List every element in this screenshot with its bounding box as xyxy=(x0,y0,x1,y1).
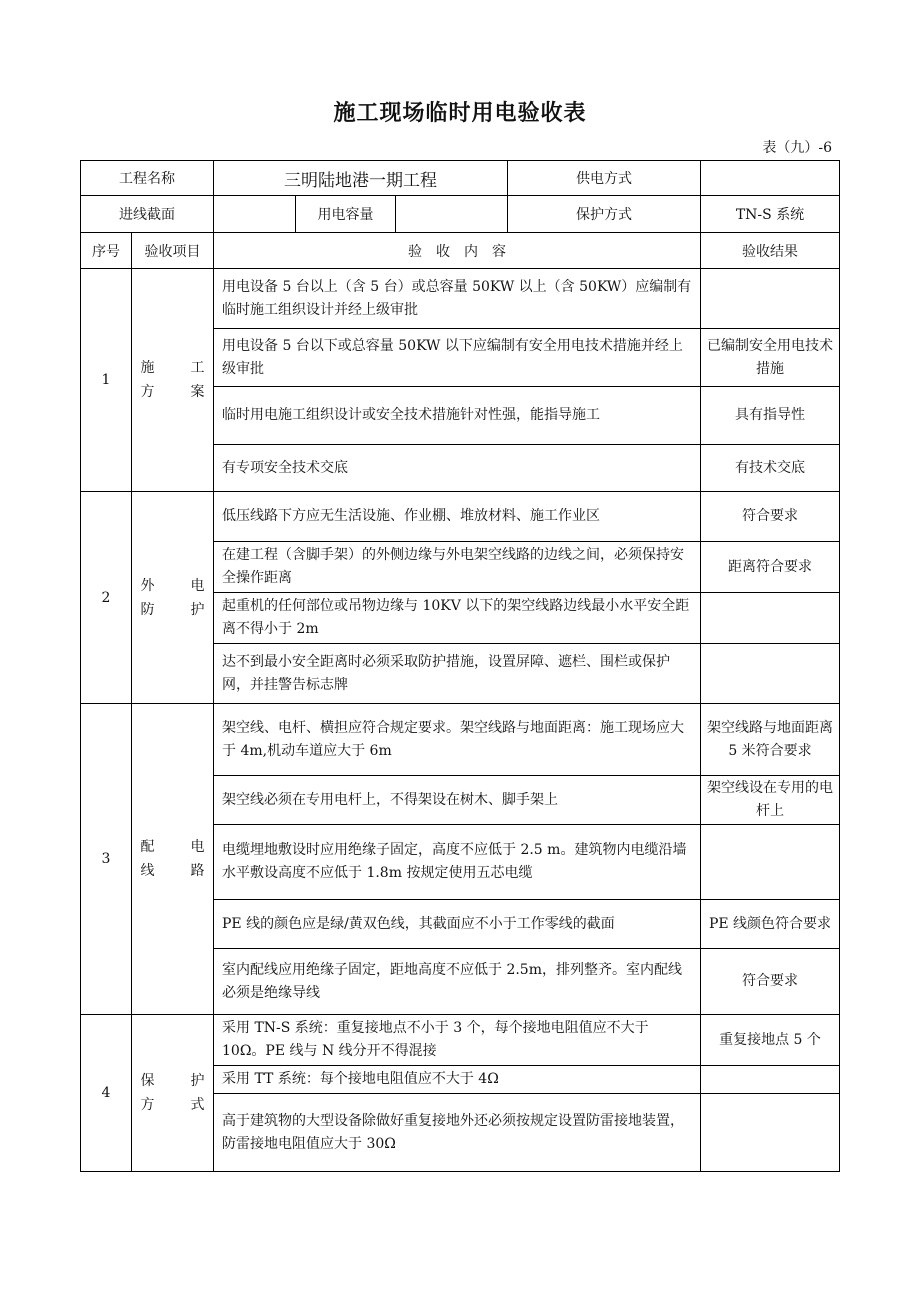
incoming-section-label: 进线截面 xyxy=(81,196,214,233)
form-code: 表（九）-6 xyxy=(762,140,832,156)
inspection-result: 符合要求 xyxy=(701,492,840,542)
inspection-result: 具有指导性 xyxy=(701,387,840,445)
inspection-content: 电缆埋地敷设时应用绝缘子固定，高度不应低于 2.5 m。建筑物内电缆沿墙水平敷设高度不应低于 1.8m 按规定使用五芯电缆 xyxy=(214,825,701,900)
table-row xyxy=(81,1015,840,1066)
section-item-char: 配 xyxy=(140,839,155,855)
table-row xyxy=(81,704,840,776)
inspection-content: PE 线的颜色应是绿/黄双色线，其截面应不小于工作零线的截面 xyxy=(214,900,701,949)
incoming-section-value xyxy=(214,196,296,233)
inspection-content: 有专项安全技术交底 xyxy=(214,445,701,492)
column-header-row xyxy=(81,233,840,269)
table-row xyxy=(81,492,840,542)
section-item-char: 护 xyxy=(190,601,205,618)
header-row-1 xyxy=(81,161,840,196)
section-item-char: 护 xyxy=(190,1073,205,1089)
inspection-content: 低压线路下方应无生活设施、作业棚、堆放材料、施工作业区 xyxy=(214,492,701,542)
section-item-char: 路 xyxy=(190,863,205,879)
table-row xyxy=(81,269,840,329)
inspection-content: 采用 TT 系统：每个接地电阻值应不大于 4Ω xyxy=(214,1066,701,1094)
inspection-result xyxy=(701,1094,840,1172)
section-item-char: 施 xyxy=(140,360,155,376)
inspection-result: 架空线路与地面距离 5 米符合要求 xyxy=(701,704,840,776)
section-number: 1 xyxy=(81,269,132,492)
section-number: 3 xyxy=(81,704,132,1015)
section-item xyxy=(132,269,214,492)
inspection-result xyxy=(701,269,840,329)
project-name-label: 工程名称 xyxy=(81,161,214,196)
inspection-content: 用电设备 5 台以上（含 5 台）或总容量 50KW 以上（含 50KW）应编制有临时施工组织设计并经上级审批 xyxy=(214,269,701,329)
col-no-header: 序号 xyxy=(81,233,132,269)
section-item-char: 防 xyxy=(140,601,155,618)
section-item-char: 电 xyxy=(190,577,205,594)
supply-mode-label: 供电方式 xyxy=(508,161,701,196)
inspection-result: 符合要求 xyxy=(701,949,840,1015)
inspection-content: 在建工程（含脚手架）的外侧边缘与外电架空线路的边线之间，必须保持安全操作距离 xyxy=(214,542,701,593)
section-number: 4 xyxy=(81,1015,132,1172)
section-item-char: 外 xyxy=(140,577,155,594)
capacity-label: 用电容量 xyxy=(296,196,396,233)
inspection-content: 室内配线应用绝缘子固定，距地高度不应低于 2.5m，排列整齐。室内配线必须是绝缘导线 xyxy=(214,949,701,1015)
inspection-result: 重复接地点 5 个 xyxy=(701,1015,840,1066)
inspection-result xyxy=(701,1066,840,1094)
supply-mode-value xyxy=(701,161,840,196)
section-number: 2 xyxy=(81,492,132,704)
section-item-char: 工 xyxy=(190,360,205,376)
inspection-result: 距离符合要求 xyxy=(701,542,840,593)
inspection-result xyxy=(701,644,840,704)
section-item-char: 线 xyxy=(140,863,155,879)
inspection-content: 用电设备 5 台以下或总容量 50KW 以下应编制有安全用电技术措施并经上级审批 xyxy=(214,329,701,387)
col-item-header: 验收项目 xyxy=(132,233,214,269)
section-item xyxy=(132,492,214,704)
project-name-value: 三明陆地港一期工程 xyxy=(214,161,508,196)
inspection-content: 架空线必须在专用电杆上，不得架设在树木、脚手架上 xyxy=(214,776,701,825)
inspection-content: 临时用电施工组织设计或安全技术措施针对性强，能指导施工 xyxy=(214,387,701,445)
capacity-value xyxy=(396,196,508,233)
col-result-header: 验收结果 xyxy=(701,233,840,269)
inspection-result: PE 线颜色符合要求 xyxy=(701,900,840,949)
inspection-content: 起重机的任何部位或吊物边缘与 10KV 以下的架空线路边线最小水平安全距离不得小于 2m xyxy=(214,593,701,644)
col-content-header: 验 收 内 容 xyxy=(214,233,701,269)
inspection-content: 高于建筑物的大型设备除做好重复接地外还必须按规定设置防雷接地装置，防雷接地电阻值应大于 30Ω xyxy=(214,1094,701,1172)
document-title: 施工现场临时用电验收表 xyxy=(333,101,587,126)
inspection-content: 采用 TN-S 系统：重复接地点不小于 3 个，每个接地电阻值应不大于 10Ω。PE 线与 N 线分开不得混接 xyxy=(214,1015,701,1066)
section-item xyxy=(132,1015,214,1172)
inspection-result: 有技术交底 xyxy=(701,445,840,492)
section-item-char: 方 xyxy=(140,384,155,400)
acceptance-table xyxy=(80,160,840,1172)
inspection-content: 架空线、电杆、横担应符合规定要求。架空线路与地面距离：施工现场应大于 4m,机动车道应大于 6m xyxy=(214,704,701,776)
inspection-result xyxy=(701,825,840,900)
section-item-char: 电 xyxy=(190,839,205,855)
section-item-char: 式 xyxy=(190,1097,205,1113)
protection-mode-label: 保护方式 xyxy=(508,196,701,233)
inspection-content: 达不到最小安全距离时必须采取防护措施，设置屏障、遮栏、围栏或保护网，并挂警告标志牌 xyxy=(214,644,701,704)
inspection-result: 架空线设在专用的电杆上 xyxy=(701,776,840,825)
section-item xyxy=(132,704,214,1015)
section-item-char: 案 xyxy=(190,384,205,400)
section-item-char: 保 xyxy=(140,1073,155,1089)
header-row-2 xyxy=(81,196,840,233)
inspection-result xyxy=(701,593,840,644)
inspection-result: 已编制安全用电技术措施 xyxy=(701,329,840,387)
protection-mode-value: TN-S 系统 xyxy=(701,196,840,233)
section-item-char: 方 xyxy=(140,1097,155,1113)
